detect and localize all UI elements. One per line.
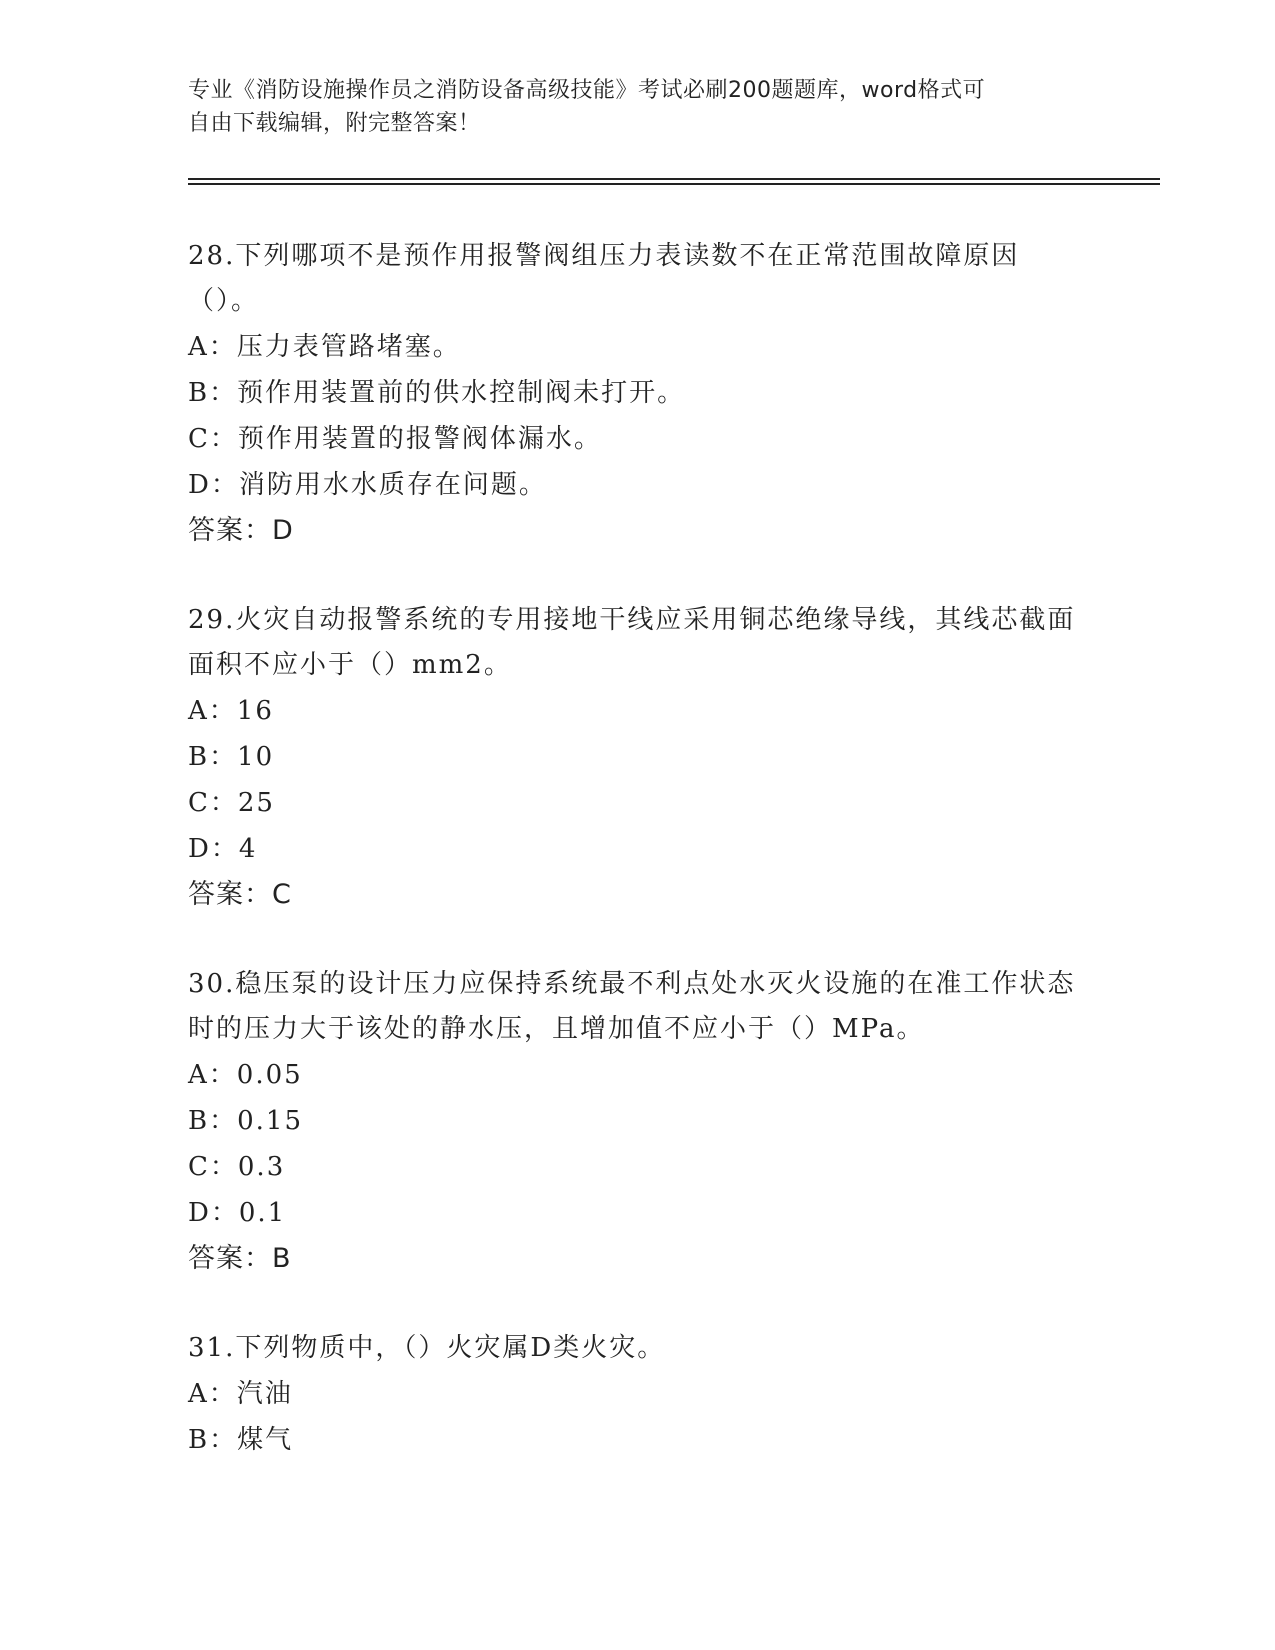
option-c: C：0.3	[188, 1152, 286, 1182]
question-stem: 29.火灾自动报警系统的专用接地干线应采用铜芯绝缘导线，其线芯截面面积不应小于（）mm2。	[188, 605, 1076, 680]
option-a: A：16	[188, 696, 274, 726]
header-line-1: 专业《消防设施操作员之消防设备高级技能》考试必刷200题题库，word格式可	[188, 78, 986, 103]
option-b: B：0.15	[188, 1106, 303, 1136]
option-d: D：0.1	[188, 1198, 287, 1228]
option-c: C：预作用装置的报警阀体漏水。	[188, 424, 602, 454]
option-a: A：压力表管路堵塞。	[188, 332, 461, 362]
answer: 答案：B	[188, 1243, 292, 1274]
header-divider-top	[188, 178, 1160, 180]
question-30	[188, 962, 1088, 1282]
question-29	[188, 598, 1088, 918]
question-stem: 31.下列物质中，（）火灾属D类火灾。	[188, 1333, 666, 1363]
option-d: D：消防用水水质存在问题。	[188, 470, 547, 500]
question-stem: 30.稳压泵的设计压力应保持系统最不利点处水灭火设施的在准工作状态时的压力大于该处的静水压，且增加值不应小于（）MPa。	[188, 969, 1076, 1044]
option-a: A：0.05	[188, 1060, 303, 1090]
option-c: C：25	[188, 788, 275, 818]
answer: 答案：C	[188, 879, 292, 910]
header-line-2: 自由下载编辑，附完整答案！	[188, 111, 481, 136]
option-b: B：煤气	[188, 1425, 294, 1455]
question-28	[188, 234, 1088, 554]
question-stem: 28.下列哪项不是预作用报警阀组压力表读数不在正常范围故障原因（）。	[188, 241, 1020, 316]
option-b: B：预作用装置前的供水控制阀未打开。	[188, 378, 686, 408]
option-b: B：10	[188, 742, 275, 772]
question-31	[188, 1326, 1088, 1463]
answer: 答案：D	[188, 515, 294, 546]
header-divider-bottom	[188, 183, 1160, 185]
option-d: D：4	[188, 834, 258, 864]
document-header	[188, 74, 1068, 140]
option-a: A：汽油	[188, 1379, 293, 1409]
